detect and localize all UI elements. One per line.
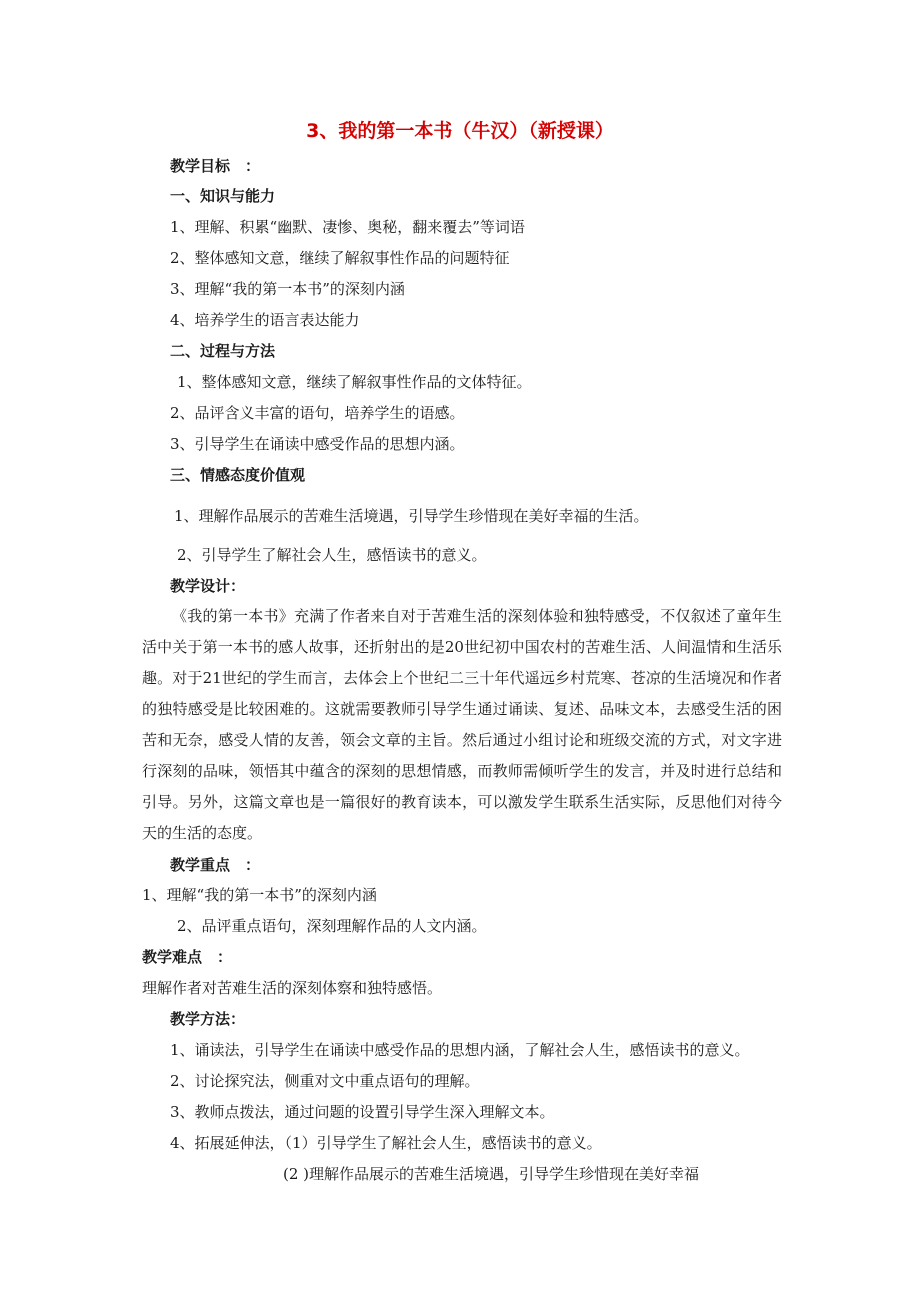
section3-item: 2、引导学生了解社会人生，感悟读书的意义。 (177, 546, 487, 564)
document-title: 3、我的第一本书（牛汉）（新授课） (306, 120, 614, 142)
section2-item: 3、引导学生在诵读中感受作品的思想内涵。 (170, 435, 465, 453)
objectives-heading: 教学目标 ： (170, 157, 261, 175)
key-point-item: 2、品评重点语句，深刻理解作品的人文内涵。 (177, 917, 487, 935)
section3-item: 1、理解作品展示的苦难生活境遇，引导学生珍惜现在美好幸福的生活。 (174, 507, 649, 525)
design-heading: 教学设计： (170, 577, 246, 595)
section2-item: 1、整体感知文意，继续了解叙事性作品的文体特征。 (177, 373, 532, 391)
section1-item: 2、整体感知文意，继续了解叙事性作品的问题特征 (170, 249, 510, 267)
difficulty-heading: 教学难点 ： (142, 948, 233, 966)
section1-item: 4、培养学生的语言表达能力 (170, 311, 360, 329)
section2-heading: 二、过程与方法 (170, 342, 276, 360)
section2-item: 2、品评含义丰富的语句，培养学生的语感。 (170, 404, 465, 422)
section3-heading: 三、情感态度价值观 (170, 466, 306, 484)
method-item: 1、诵读法，引导学生在诵读中感受作品的思想内涵，了解社会人生，感悟读书的意义。 (170, 1041, 750, 1059)
key-points-heading: 教学重点 ： (170, 856, 261, 874)
section1-item: 3、理解“我的第一本书”的深刻内涵 (170, 280, 405, 298)
section1-heading: 一、知识与能力 (170, 187, 276, 205)
section1-item: 1、理解、积累“幽默、凄惨、奥秘，翻来覆去”等词语 (170, 218, 525, 236)
methods-heading: 教学方法： (170, 1010, 246, 1028)
method-item: (2 )理解作品展示的苦难生活境遇，引导学生珍惜现在美好幸福 (283, 1165, 700, 1183)
method-item: 4、拓展延伸法，（1）引导学生了解社会人生，感悟读书的意义。 (170, 1134, 602, 1152)
key-point-item: 1、理解“我的第一本书”的深刻内涵 (142, 886, 377, 904)
method-item: 2、讨论探究法，侧重对文中重点语句的理解。 (170, 1072, 480, 1090)
difficulty-text: 理解作者对苦难生活的深刻体察和独特感悟。 (142, 979, 443, 997)
method-item: 3、教师点拨法，通过问题的设置引导学生深入理解文本。 (170, 1103, 555, 1121)
design-paragraph: 《我的第一本书》充满了作者来自对于苦难生活的深刻体验和独特感受，不仅叙述了童年生活中关于第一本书的感人故事，还折射出的是20世纪初中国农村的苦难生活、人间温情和生活乐趣。对于21世纪的学生而言，去体会上个世纪二三十年代遥远乡村荒寒、苍凉的生活境况和作者的独特感受是比较困难的。这就需要教师引导学生通过诵读、复述、品味文本，去感受生活的困苦和无奈，感受人情的友善，领会文章的主旨。然后通过小组讨论和班级交流的方式，对文字进行深刻的品味，领悟其中蕴含的深刻的思想情感，而教师需倾听学生的发言，并及时进行总结和引导。另外，这篇文章也是一篇很好的教育读本，可以激发学生联系生活实际，反思他们对待今天的生活的态度。 (142, 607, 782, 842)
